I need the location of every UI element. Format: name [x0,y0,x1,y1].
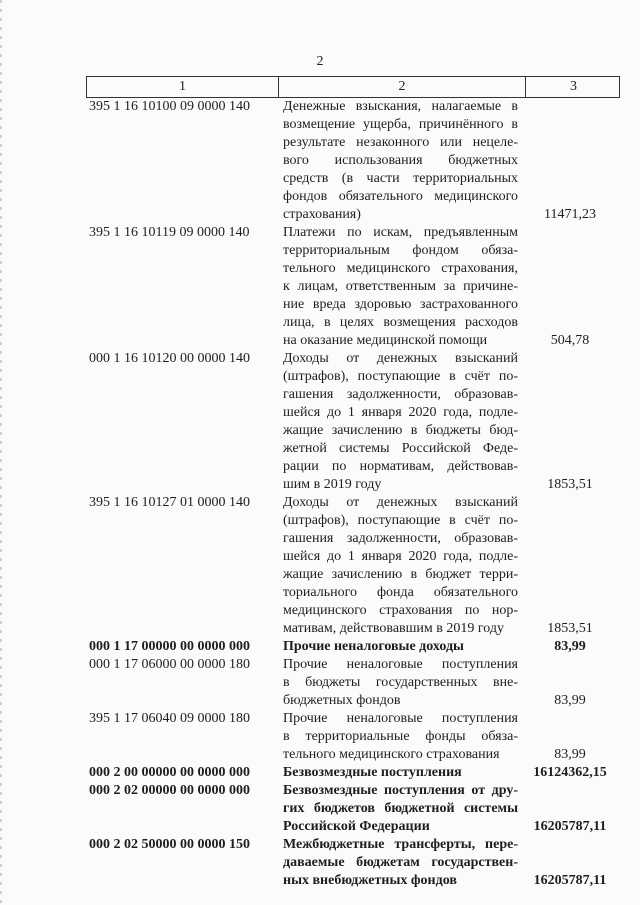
budget-code: 395 1 16 10100 09 0000 140 [89,99,250,114]
description-line: гашения задолженности, образовав- [283,531,518,546]
page-number: 2 [316,54,324,69]
table-row [86,350,620,494]
description-line: шейся до 1 января 2020 года, подле- [283,405,518,420]
description-line: в бюджеты государственных вне- [283,675,518,690]
row-value: 83,99 [554,747,586,762]
description-line: тельного медицинского страхования [283,747,500,762]
row-description [277,782,524,836]
row-value: 83,99 [554,639,586,654]
description-line: (штрафов), поступающие в счёт по- [283,513,518,528]
description-line: Платежи по искам, предъявленным [283,225,518,240]
row-value: 16205787,11 [533,819,607,834]
row-value: 16124362,15 [533,765,607,780]
description-line: Денежные взыскания, налагаемые в [283,99,518,114]
description-line: шим в 2019 году [283,477,382,492]
budget-code: 395 1 17 06040 09 0000 180 [89,711,250,726]
column-header-3: 3 [525,77,621,97]
description-line: вого использования бюджетных [283,153,518,168]
table-row [86,836,620,890]
row-description [277,224,524,350]
description-line: страхования) [283,207,361,222]
description-line: возмещение ущерба, причинённого в [283,117,518,132]
description-line: мативам, действовавшим в 2019 году [283,621,505,636]
description-line: ние вреда здоровью застрахованного [283,297,518,312]
column-header-1: 1 [179,79,186,94]
table-row [86,224,620,350]
budget-code: 395 1 16 10127 01 0000 140 [89,495,250,510]
budget-table [86,76,620,890]
description-line: лица, в целях возмещения расходов [283,315,518,330]
description-line: Прочие неналоговые поступления [283,657,518,672]
budget-code: 000 1 16 10120 00 0000 140 [89,351,250,366]
description-line: Безвозмездные поступления [283,765,462,780]
row-description [277,764,524,782]
row-description [277,494,524,638]
row-description [277,656,524,710]
row-value: 83,99 [554,693,586,708]
row-description [277,350,524,494]
row-value: 1853,51 [547,621,593,636]
table-row [86,656,620,710]
description-line: гашения задолженности, образовав- [283,387,518,402]
table-row [86,782,620,836]
description-line: гих бюджетов бюджетной системы [283,801,518,816]
description-line: бюджетных фондов [283,693,401,708]
description-line: рации по нормативам, действовав- [283,459,518,474]
description-line: средств (в части территориальных [283,171,518,186]
budget-code: 000 2 02 50000 00 0000 150 [89,837,250,852]
description-line: жащие зачислению в бюджет терри- [283,567,518,582]
budget-code: 000 2 02 00000 00 0000 000 [89,783,250,798]
description-line: (штрафов), поступающие в счёт по- [283,369,518,384]
description-line: результате незаконного или нецеле- [283,135,518,150]
description-line: территориальным фондом обяза- [283,243,518,258]
description-line: к лицам, ответственным за причине- [283,279,518,294]
description-line: медицинского страхования по нор- [283,603,518,618]
table-row [86,494,620,638]
budget-code: 395 1 16 10119 09 0000 140 [89,225,250,240]
description-line: жащие зачислению в бюджеты бюд- [283,423,518,438]
description-line: ных внебюджетных фондов [283,873,457,888]
description-line: тельного медицинского страхования, [283,261,518,276]
description-line: на оказание медицинской помощи [283,333,488,348]
description-line: даваемые бюджетам государствен- [283,855,518,870]
table-row [86,638,620,656]
table-row [86,710,620,764]
row-value: 504,78 [550,333,590,348]
description-line: Российской Федерации [283,819,430,834]
table-row [86,764,620,782]
row-value: 16205787,11 [533,873,607,888]
description-line: фондов обязательного медицинского [283,189,518,204]
budget-code: 000 1 17 06000 00 0000 180 [89,657,250,672]
budget-code: 000 1 17 00000 00 0000 000 [89,639,250,654]
scan-edge [0,0,2,905]
row-value: 1853,51 [547,477,593,492]
table-body [86,98,620,890]
description-line: в территориальные фонды обяза- [283,729,518,744]
description-line: Доходы от денежных взысканий [283,351,518,366]
row-description [277,710,524,764]
description-line: жетной системы Российской Феде- [283,441,518,456]
budget-code: 000 2 00 00000 00 0000 000 [89,765,250,780]
description-line: ториального фонда обязательного [283,585,518,600]
description-line: Прочие неналоговые поступления [283,711,518,726]
description-line: Межбюджетные трансферты, пере- [283,837,518,852]
row-value: 11471,23 [544,207,596,222]
column-header-2: 2 [278,77,525,97]
table-header-row [86,76,620,98]
description-line: Доходы от денежных взысканий [283,495,518,510]
row-description [277,638,524,656]
description-line: шейся до 1 января 2020 года, подле- [283,549,518,564]
table-row [86,98,620,224]
row-description [277,98,524,224]
description-line: Безвозмездные поступления от дру- [283,783,518,798]
row-description [277,836,524,890]
description-line: Прочие неналоговые доходы [283,639,464,654]
